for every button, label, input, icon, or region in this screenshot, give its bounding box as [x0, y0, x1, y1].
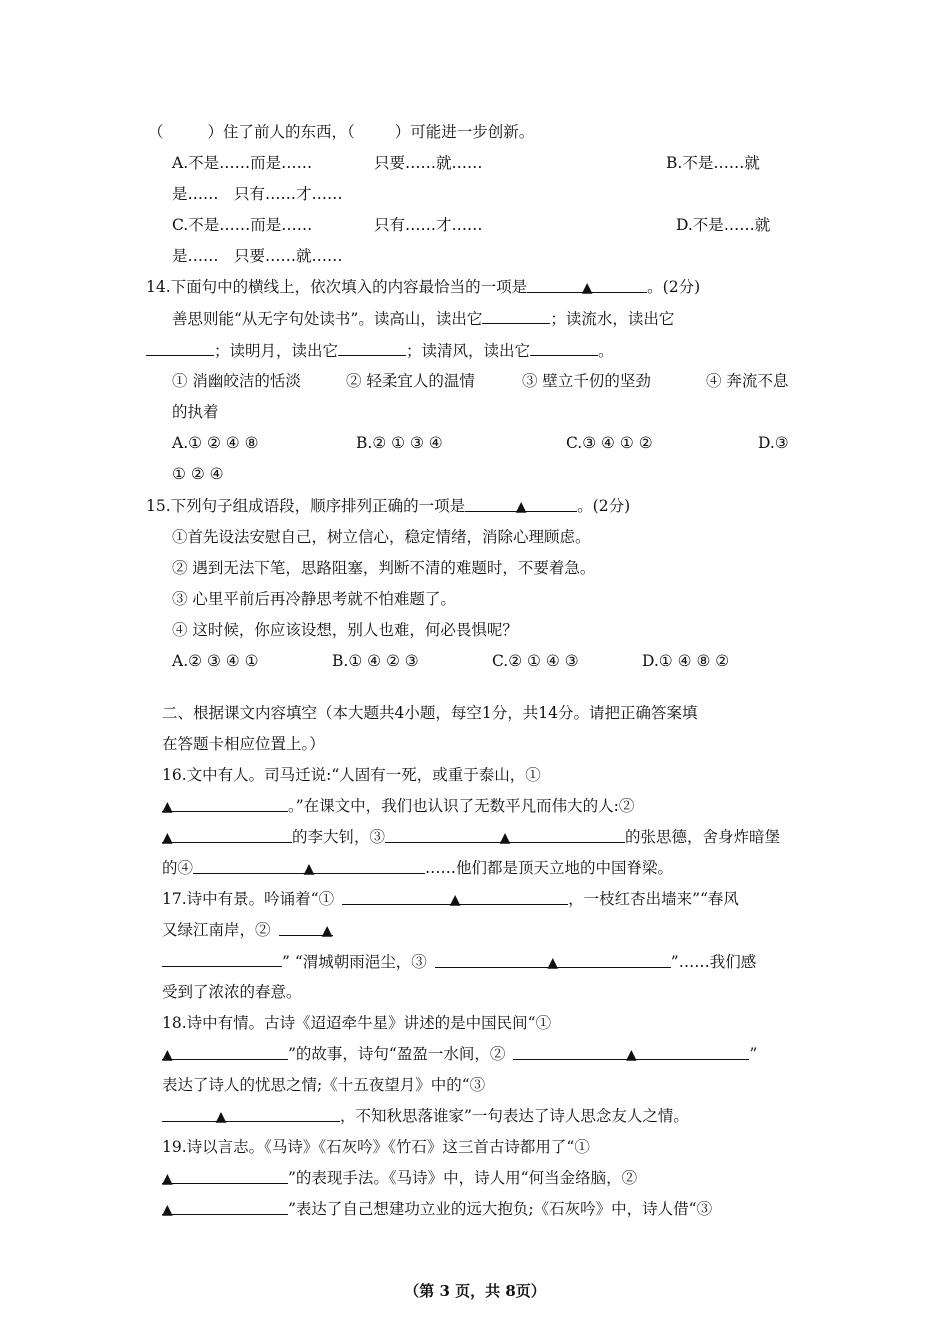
triangle-icon: ▲: [162, 1202, 173, 1218]
q13-option-b-2: 是…… 只有……才……: [172, 185, 343, 203]
q17-line-4: 受到了浓浓的春意。: [162, 983, 302, 1001]
q15-option-d: D.① ④ ⑧ ②: [642, 652, 730, 670]
triangle-icon: ▲: [215, 1109, 227, 1125]
q15-option-b: B.① ④ ② ③: [332, 652, 419, 670]
answer-blank: [527, 277, 647, 296]
q16-line-2: ▲ 。”在课文中，我们也认识了无数平凡而伟大的人:②: [162, 797, 635, 815]
q14-option-a: A.① ② ④ ⑧: [172, 434, 259, 452]
q19-line-1: 19.诗以言志。《马诗》《石灰吟》《竹石》这三首古诗都用了“①: [162, 1138, 590, 1156]
triangle-icon: ▲: [162, 1047, 173, 1063]
triangle-icon: ▲: [162, 799, 173, 815]
page-number: （第 3 页，共 8页）: [404, 1282, 546, 1300]
q14-option-c: C.③ ④ ① ②: [566, 434, 653, 452]
q16-line-3: ▲ 的李大钊，③ ▲ 的张思德，舍身炸暗堡: [162, 828, 781, 846]
q14-item-4-cont: 的执着: [172, 403, 219, 421]
triangle-icon: ▲: [162, 830, 173, 846]
q14-item-1: ① 消幽皎洁的恬淡: [172, 372, 301, 390]
q14-sentence-2: ；读明月，读出它 ；读清风，读出它 。: [146, 340, 614, 361]
q15-sentence-1: ①首先设法安慰自己，树立信心，稳定情绪，消除心理顾虑。: [172, 528, 591, 546]
triangle-icon: ▲: [303, 861, 315, 877]
q19-line-2: ▲ ”的表现手法。《马诗》中，诗人用“何当金络脑，②: [162, 1169, 638, 1187]
q15-option-c: C.② ① ④ ③: [492, 652, 579, 670]
triangle-icon: ▲: [547, 955, 559, 971]
q18-line-4: ▲ ，不知秋思落谁家”一句表达了诗人思念友人之情。: [162, 1106, 689, 1126]
answer-blank: [465, 496, 577, 515]
q14-item-2: ② 轻柔宜人的温情: [346, 372, 475, 390]
q19-line-3: ▲ ”表达了自己想建功立业的远大抱负;《石灰吟》中，诗人借“③: [162, 1200, 713, 1218]
q15-sentence-3: ③ 心里平前后再冷静思考就不怕难题了。: [172, 590, 456, 608]
q14-option-d: D.③: [758, 434, 789, 452]
q13-option-a: A.不是……而是……: [172, 154, 313, 172]
triangle-icon: ▲: [321, 923, 333, 939]
q13-option-d: D.不是……就: [676, 216, 771, 234]
q16-line-4: 的④ ▲ ……他们都是顶天立地的中国脊梁。: [162, 859, 674, 877]
q13-option-a-2: 只要……就……: [374, 154, 483, 172]
triangle-icon: ▲: [162, 1171, 173, 1187]
q17-line-2: 又绿江南岸，② ▲: [162, 921, 333, 939]
triangle-icon: ▲: [449, 892, 461, 908]
q15-sentence-2: ② 遇到无法下笔，思路阻塞，判断不清的难题时，不要着急。: [172, 559, 596, 577]
triangle-icon: ▲: [581, 280, 593, 296]
q15-stem: 15.下列句子组成语段，顺序排列正确的一项是 ▲ 。(2分): [146, 497, 631, 515]
q15-option-a: A.② ③ ④ ①: [172, 652, 259, 670]
q17-line-1: 17.诗中有景。吟诵着“① ▲ ，一枝红杏出墙来”“春风: [162, 890, 739, 908]
q14-item-3: ③ 壁立千仞的坚劲: [522, 372, 651, 390]
q14-stem: 14.下面句中的横线上，依次填入的内容最恰当的一项是 ▲ 。(2分): [146, 278, 701, 296]
q13-option-c: C.不是……而是……: [172, 216, 313, 234]
q18-line-1: 18.诗中有情。古诗《迢迢牵牛星》讲述的是中国民间“①: [162, 1014, 552, 1032]
section-heading: 二、根据课文内容填空（本大题共4小题，每空1分，共14分。请把正确答案填: [162, 704, 698, 722]
triangle-icon: ▲: [515, 499, 527, 515]
q17-line-3: ” “渭城朝雨浥尘，③ ▲ ”……我们感: [162, 951, 756, 972]
q14-option-b: B.② ① ③ ④: [356, 434, 443, 452]
q14-option-d-cont: ① ② ④: [172, 465, 224, 483]
q16-line-1: 16.文中有人。司马迁说:“人固有一死，或重于泰山，①: [162, 766, 541, 784]
q15-sentence-4: ④ 这时候，你应该设想，别人也难，何必畏惧呢？: [172, 621, 518, 639]
q18-line-3: 表达了诗人的忧思之情;《十五夜望月》中的“③: [162, 1076, 486, 1094]
q13-option-d-2: 是…… 只要……就……: [172, 247, 343, 265]
triangle-icon: ▲: [499, 830, 511, 846]
q14-sentence: 善思则能“从无字句处读书”。读高山，读出它 ；读流水，读出它: [172, 310, 675, 328]
q18-line-2: ▲ ”的故事，诗句“盈盈一水间，② ▲ ”: [162, 1045, 758, 1063]
q13-option-b: B.不是……就: [666, 154, 760, 172]
section-heading-2: 在答题卡相应位置上。）: [162, 735, 325, 753]
q13-stem-tail: （ ）住了前人的东西，（ ）可能进一步创新。: [148, 123, 535, 141]
q13-option-c-2: 只有……才……: [374, 216, 483, 234]
triangle-icon: ▲: [625, 1047, 637, 1063]
q14-item-4: ④ 奔流不息: [706, 372, 789, 390]
